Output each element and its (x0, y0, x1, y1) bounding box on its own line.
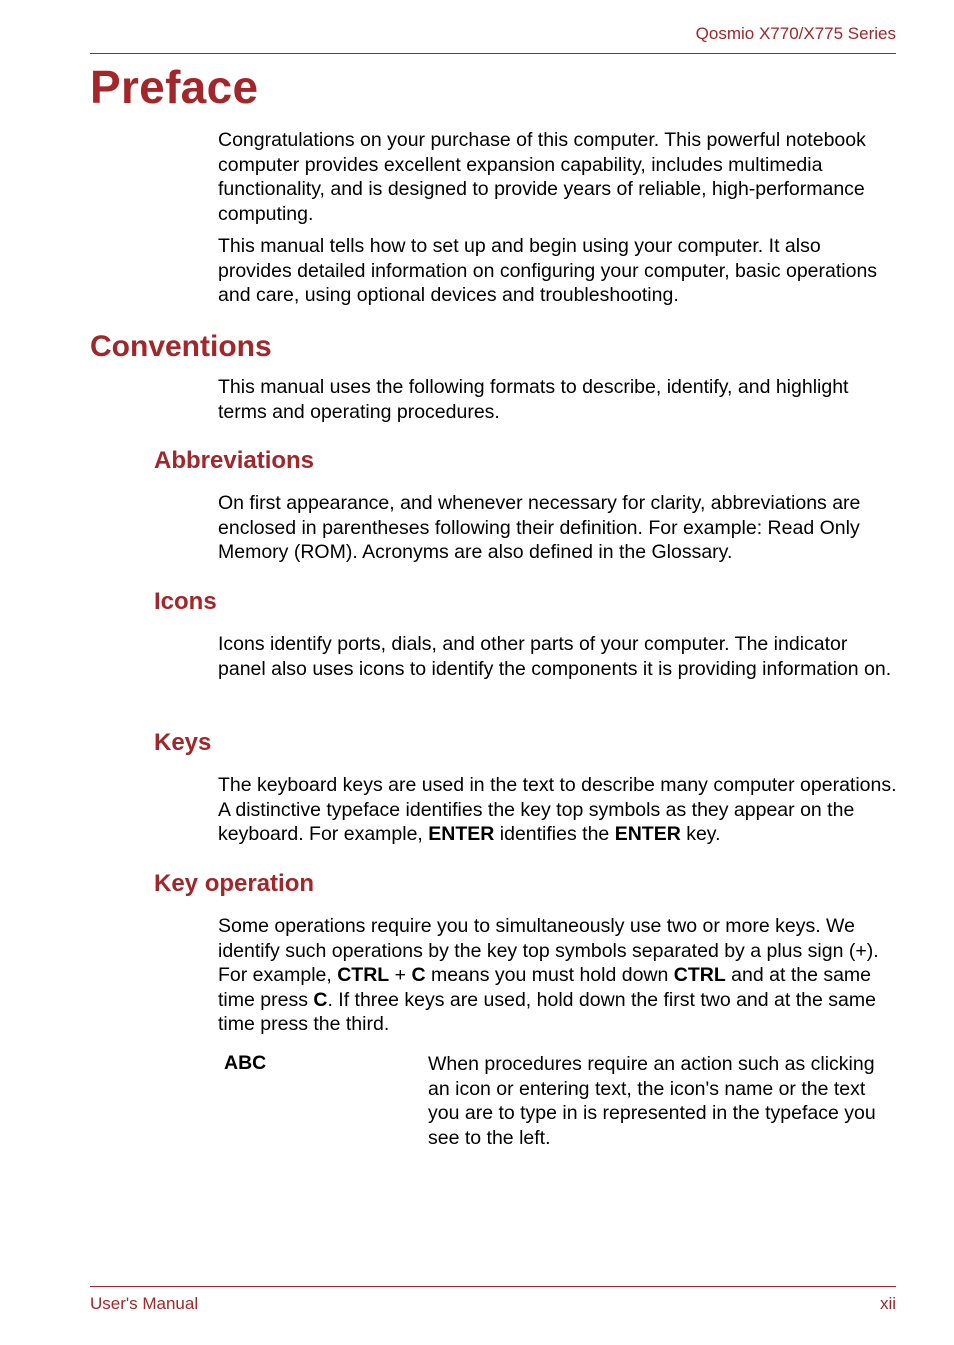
key-c: C (313, 988, 328, 1011)
key-ctrl: CTRL (337, 964, 390, 986)
footer-manual-title: User's Manual (90, 1294, 199, 1313)
page-number: xii (879, 1294, 896, 1313)
subsection-title-keys: Keys (154, 729, 212, 756)
icons-text: Icons identify ports, dials, and other parts of your computer. The indicator panel also uses icons to identify the components it is providing information on. (218, 633, 892, 680)
key-enter: ENTER (614, 823, 681, 845)
footer-rule (90, 1286, 896, 1287)
abbreviations-text: On first appearance, and whenever necessary for clarity, abbreviations are enclosed in parentheses following their definition. For example: Read Only Memory (ROM). Acronyms are also defined in the Glossary. (218, 492, 861, 563)
subsection-title-key-operation: Key operation (154, 870, 315, 897)
preface-paragraph-1: Congratulations on your purchase of this computer. This powerful notebook computer provides excellent expansion capability, includes multimedia functionality, and is designed to provide years of reliable, high-performance computing. (218, 129, 866, 225)
keys-text: The keyboard keys are used in the text to describe many computer operations. A distinctive typeface identifies the key top symbols as they appear on the keyboard. For example, ENTER identifies the ENTER key. (218, 774, 897, 845)
subsection-title-abbreviations: Abbreviations (154, 447, 315, 474)
convention-term-abc: ABC (224, 1052, 267, 1074)
header-series-title: Qosmio X770/X775 Series (695, 24, 896, 43)
key-enter: ENTER (428, 823, 495, 845)
conventions-intro: This manual uses the following formats to describe, identify, and highlight terms and operating procedures. (218, 376, 849, 423)
convention-term-description: When procedures require an action such as clicking an icon or entering text, the icon's name or the text you are to type in is represented in the typeface you see to the left. (428, 1053, 876, 1149)
header-rule (90, 53, 896, 54)
subsection-title-icons: Icons (154, 588, 217, 615)
key-operation-text: Some operations require you to simultaneously use two or more keys. We identify such operations by the key top symbols separated by a plus sign (+). For example, CTRL + C means you must hold down CTRL and at the same time press C. If three keys are used, hold down the first two and at the same time press the third. (218, 915, 879, 1035)
section-title-conventions: Conventions (90, 330, 272, 363)
key-ctrl: CTRL (673, 964, 726, 986)
preface-paragraph-2: This manual tells how to set up and begin using your computer. It also provides detailed information on configuring your computer, basic operations and care, using optional devices and troubleshooting. (218, 235, 878, 306)
page-title: Preface (90, 61, 259, 113)
key-c: C (411, 964, 426, 986)
